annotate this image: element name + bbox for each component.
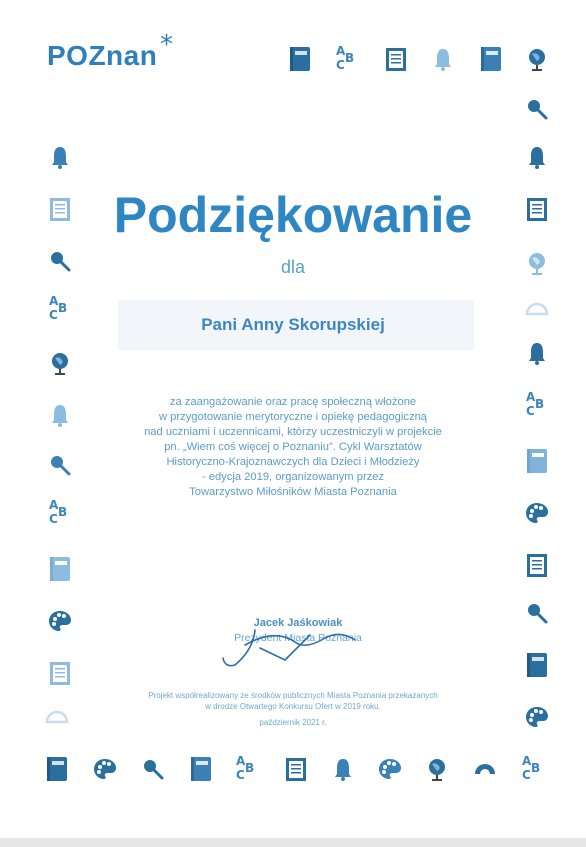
body-line: pn. „Wiem coś więcej o Poznaniu”. Cykl Warsztatów xyxy=(164,441,422,453)
palette-icon xyxy=(524,500,550,526)
palette-icon xyxy=(92,756,118,782)
footer-note xyxy=(120,690,466,712)
body-line: Towarzystwo Miłośników Miasta Poznania xyxy=(189,486,397,498)
book-icon xyxy=(188,756,214,782)
abc-icon: A B C xyxy=(49,294,68,322)
bell-icon xyxy=(430,46,456,72)
palette-icon xyxy=(377,756,403,782)
book-icon xyxy=(524,652,550,678)
globe-icon xyxy=(524,46,550,72)
abc-icon: A B C xyxy=(336,44,355,72)
abc-icon: A B C xyxy=(522,754,541,782)
globe-icon xyxy=(424,756,450,782)
bell-icon xyxy=(330,756,356,782)
magnifier-icon xyxy=(47,452,73,478)
book-icon xyxy=(44,756,70,782)
bell-icon xyxy=(47,402,73,428)
body-line: nad uczniami i uczennicami, którzy uczestniczyli w projekcie xyxy=(144,426,442,438)
issue-date: październik 2021 r. xyxy=(259,718,327,727)
book-icon xyxy=(524,448,550,474)
notepad-icon xyxy=(47,660,73,686)
recipient-name: Pani Anny Skorupskiej xyxy=(201,315,385,334)
certificate-body xyxy=(130,395,456,500)
magnifier-icon xyxy=(140,756,166,782)
bell-icon xyxy=(524,144,550,170)
signatory-role: Prezydent Miasta Poznania xyxy=(234,632,362,644)
poznan-logo: POZnan xyxy=(47,40,158,71)
logo-star: * xyxy=(160,30,173,60)
protractor-icon xyxy=(472,756,498,782)
notepad-icon xyxy=(283,756,309,782)
abc-icon: A B C xyxy=(236,754,255,782)
body-line: Historyczno-Krajoznawczych dla Dzieci i Młodzieży xyxy=(166,456,420,468)
body-line: w przygotowanie merytoryczne i opiekę pedagogiczną xyxy=(158,411,428,423)
notepad-icon xyxy=(383,46,409,72)
bell-icon xyxy=(47,144,73,170)
globe-icon xyxy=(47,350,73,376)
abc-icon: A B C xyxy=(49,498,68,526)
dla-label: dla xyxy=(280,257,306,277)
book-icon xyxy=(478,46,504,72)
notepad-icon xyxy=(524,552,550,578)
certificate-title: Podziękowanie xyxy=(113,187,473,243)
handwritten-signature xyxy=(215,620,365,670)
book-icon xyxy=(47,556,73,582)
abc-icon: A B C xyxy=(526,390,545,418)
book-icon xyxy=(287,46,313,72)
footer-line: w drodze Otwartego Konkursu Ofert w 2019 roku. xyxy=(205,702,381,711)
page-bottom-edge xyxy=(0,838,586,847)
magnifier-icon xyxy=(524,96,550,122)
body-line: za zaangażowanie oraz pracę społeczną włożone xyxy=(169,396,417,408)
footer-line: Projekt współrealizowany ze środków publicznych Miasta Poznania przekazanych xyxy=(148,691,438,700)
bell-icon xyxy=(524,340,550,366)
body-line: - edycja 2019, organizowanym przez xyxy=(201,471,385,483)
signatory-name: Jacek Jaśkowiak xyxy=(253,617,343,629)
